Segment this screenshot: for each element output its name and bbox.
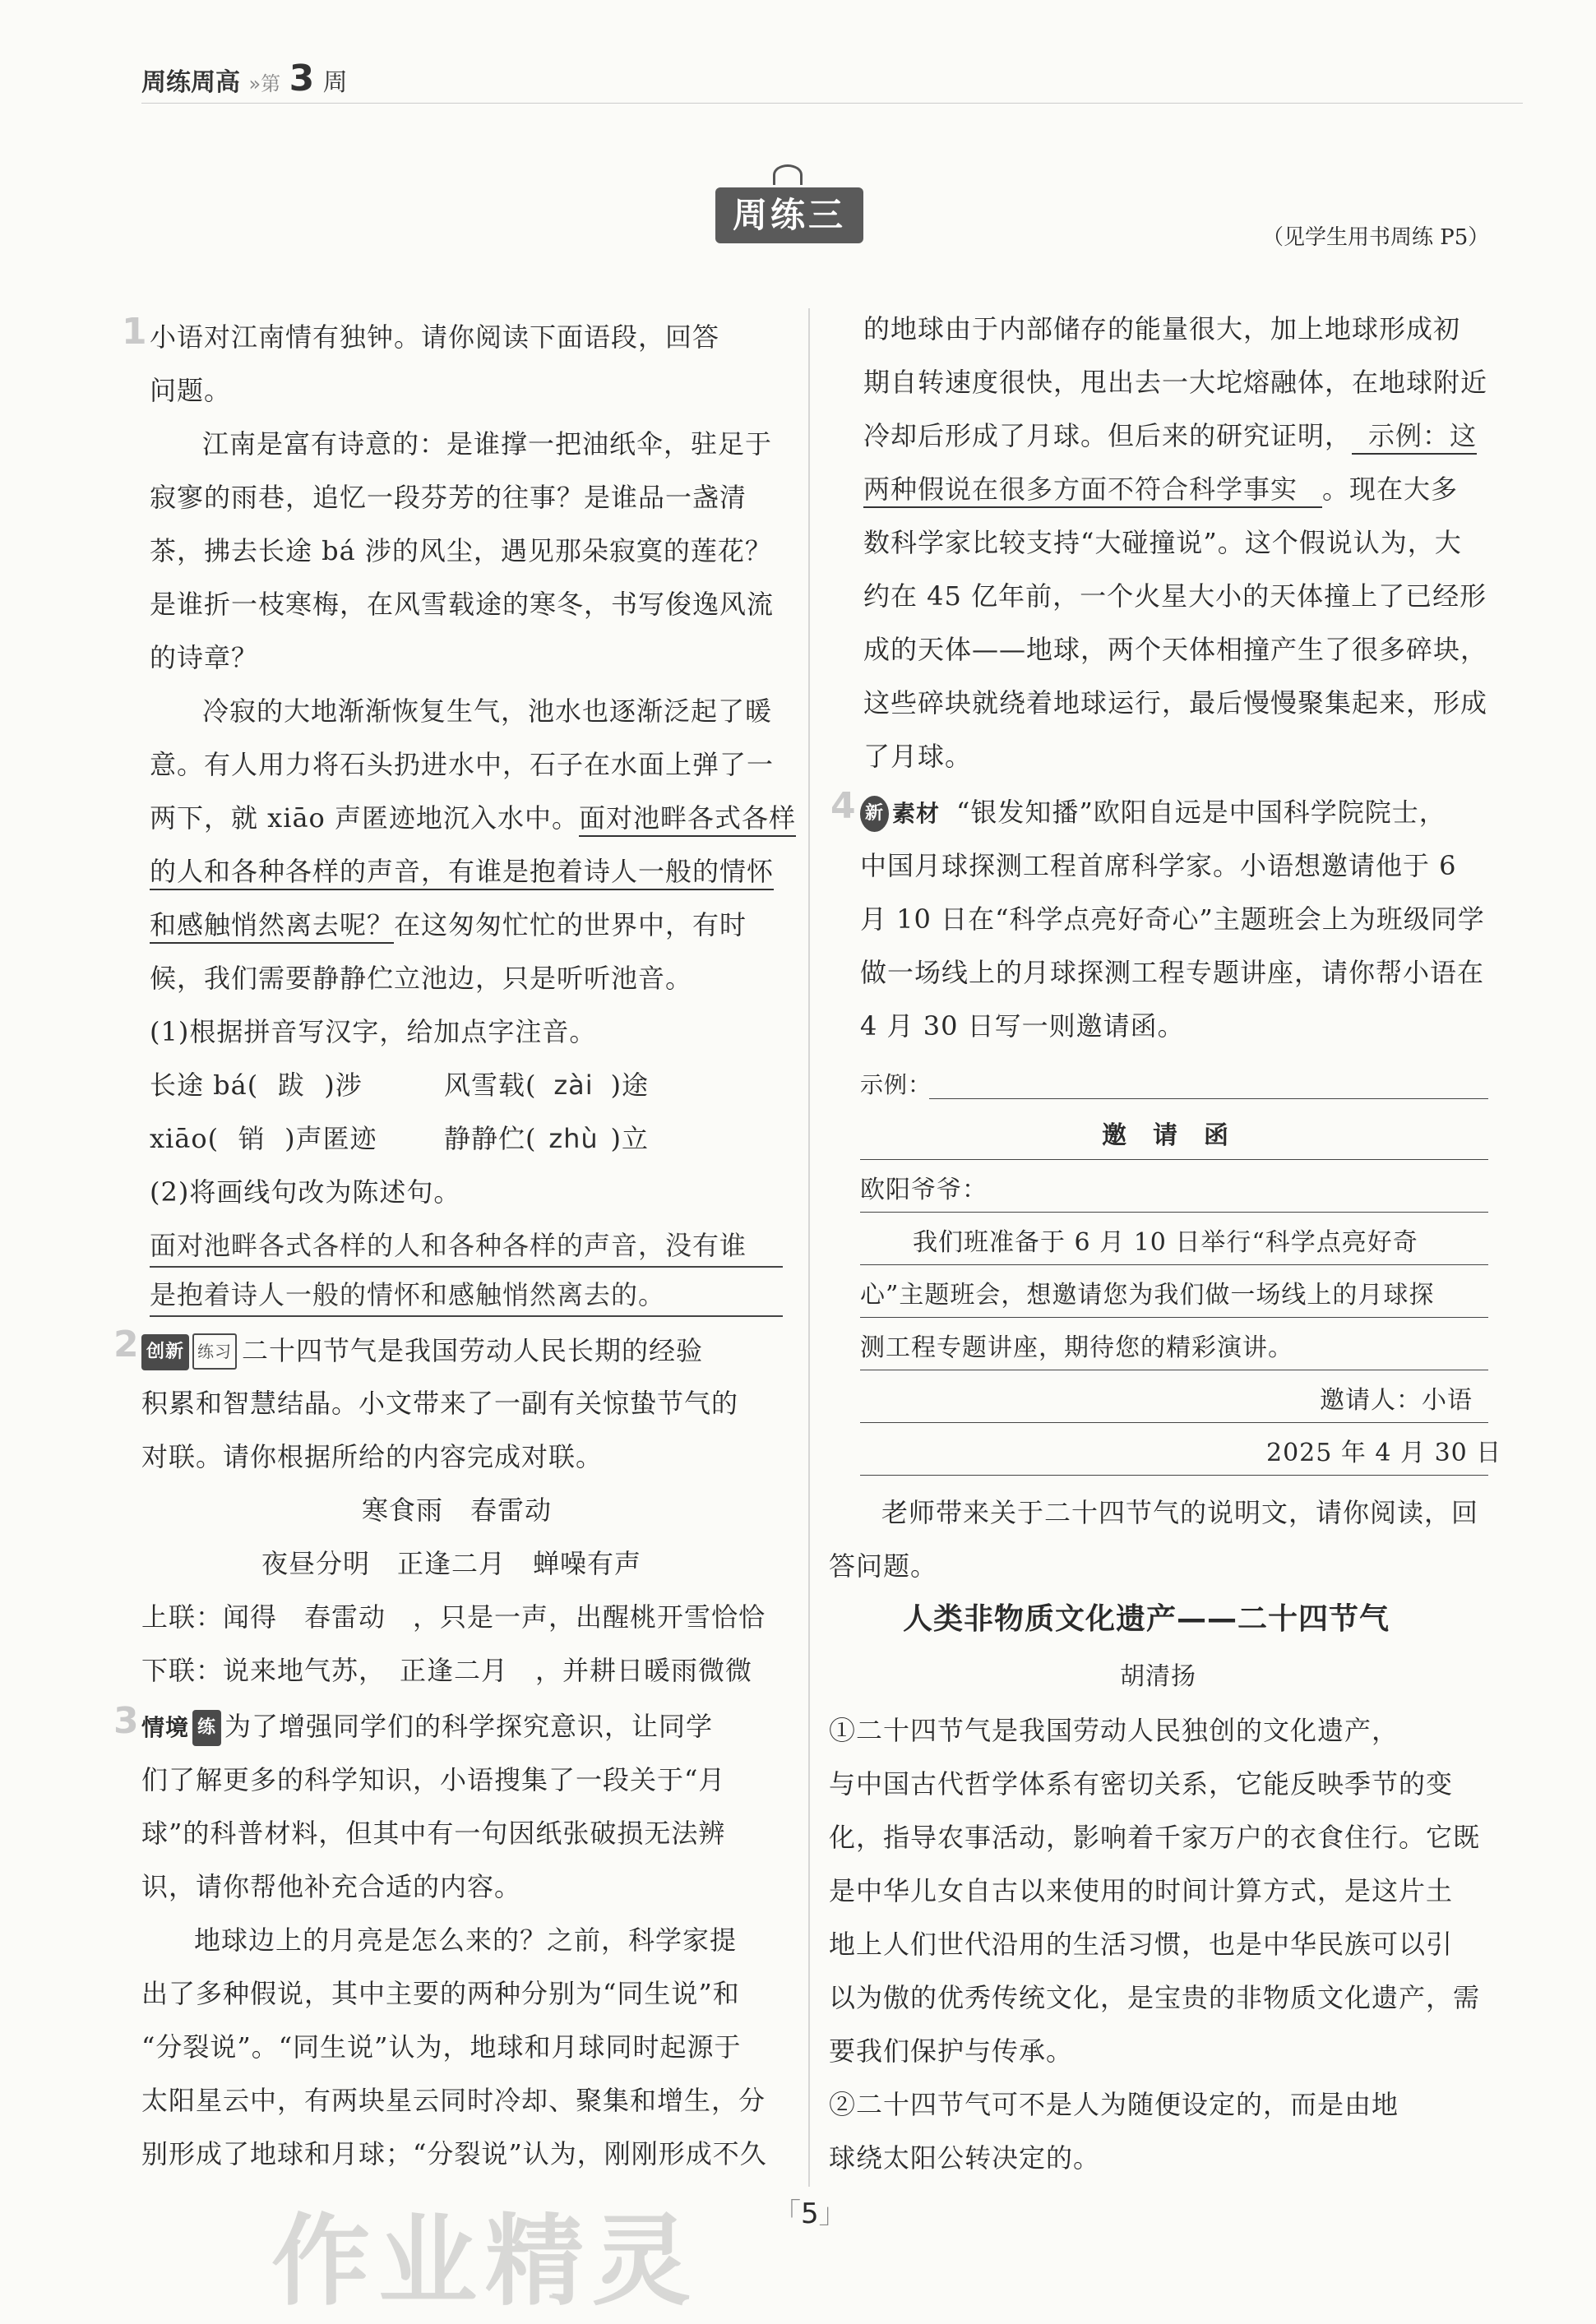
q3-passage-r3: 冷却后形成了月球。但后来的研究证明， 示例：这 bbox=[863, 419, 1477, 452]
q1-answer-xiao: xiāo( 销 )声匿迹 bbox=[150, 1123, 377, 1154]
banner-reference: （见学生用书周练 P5） bbox=[1262, 225, 1490, 250]
question-number-4: 4 bbox=[830, 785, 856, 827]
letter-body-1: 我们班准备于 6 月 10 日举行“科学点亮好奇 bbox=[913, 1228, 1418, 1257]
article-p1-6: 以为傲的优秀传统文化，是宝贵的非物质文化遗产，需 bbox=[829, 1982, 1481, 2013]
practice-tag: 练 bbox=[192, 1710, 221, 1746]
writing-line bbox=[860, 1475, 1488, 1476]
article-p1-1: ①二十四节气是我国劳动人民独创的文化遗产， bbox=[829, 1715, 1399, 1746]
question-number-2: 2 bbox=[113, 1324, 139, 1365]
article-p1-3: 化，指导农事活动，影响着千家万户的衣食住行。它既 bbox=[829, 1822, 1481, 1853]
running-header bbox=[141, 58, 348, 99]
q2-upper-couplet: 上联：闻得 春雷动 ，只是一声，出醒桃开雪恰恰 bbox=[141, 1601, 766, 1633]
letter-body-3: 测工程专题讲座，期待您的精彩演讲。 bbox=[860, 1333, 1293, 1362]
bracket-right: 」 bbox=[818, 2197, 847, 2230]
q1-underlined-10: 和感触悄然离去呢？ bbox=[150, 909, 394, 944]
q1-prompt-1: 小语对江南情有独钟。请你阅读下面语段，回答 bbox=[150, 321, 720, 353]
week-unit: 周 bbox=[322, 68, 348, 97]
question-number-3: 3 bbox=[113, 1700, 139, 1742]
letter-greeting: 欧阳爷爷： bbox=[860, 1176, 988, 1204]
q1-passage-7: 意。有人用力将石头扔进水中，石子在水面上弹了一 bbox=[150, 749, 775, 780]
article-p2-2: 球绕太阳公转决定的。 bbox=[829, 2142, 1101, 2174]
article-title: 人类非物质文化遗产——二十四节气 bbox=[903, 1602, 1390, 1636]
scenario-tag: 情境 bbox=[141, 1714, 190, 1741]
q1-passage-8 bbox=[150, 802, 796, 834]
new-material-tag: 新 bbox=[860, 796, 889, 832]
article-p1-4: 是中华儿女自古以来使用的时间计算方式，是这片土 bbox=[829, 1875, 1454, 1906]
reading-intro-2: 答问题。 bbox=[829, 1550, 938, 1582]
q3-prompt-2: 们了解更多的科学知识，小语搜集了一段关于“月 bbox=[141, 1764, 726, 1795]
material-label: 素材 bbox=[892, 800, 941, 827]
answer-ba: 跋 bbox=[277, 1070, 305, 1101]
q3-passage-r2: 期自转速度很快，甩出去一大坨熔融体，在地球附近 bbox=[863, 367, 1488, 398]
q4-example-label: 示例： bbox=[860, 1071, 932, 1098]
writing-line bbox=[860, 1212, 1488, 1213]
header-rule bbox=[141, 103, 1523, 104]
q4-prompt-2: 中国月球探测工程首席科学家。小语想邀请他于 6 bbox=[860, 850, 1457, 881]
q4-prompt-5: 4 月 30 日写一则邀请函。 bbox=[860, 1010, 1185, 1042]
q1-solution-2: 是抱着诗人一般的情怀和感触悄然离去的。 bbox=[150, 1279, 666, 1310]
q4-prompt-4: 做一场线上的月球探测工程专题讲座，请你帮小语在 bbox=[860, 957, 1485, 988]
q1-answer-zai: 风雪载( zài )途 bbox=[444, 1070, 649, 1101]
q3-passage-1: 地球边上的月亮是怎么来的？之前，科学家提 bbox=[194, 1924, 738, 1956]
q3-passage-r5: 数科学家比较支持“大碰撞说”。这个假说认为，大 bbox=[863, 527, 1462, 558]
q3-passage-r4: 两种假说在很多方面不符合科学事实 。现在大多 bbox=[863, 473, 1458, 506]
reading-intro-1: 老师带来关于二十四节气的说明文，请你阅读，回 bbox=[881, 1497, 1479, 1528]
answer-xiao: 销 bbox=[238, 1123, 266, 1154]
letter-signature: 邀请人：小语 bbox=[1320, 1386, 1473, 1415]
q1-answer-zhu: 静静伫( zhù )立 bbox=[444, 1123, 649, 1154]
answer-zai: zài bbox=[553, 1070, 594, 1101]
q2-options-1: 寒食雨 春雷动 bbox=[362, 1495, 553, 1526]
q1-passage-8a: 两下，就 xiāo 声匿迹地沉入水中。 bbox=[150, 802, 579, 834]
q2-options-2: 夜昼分明 正逢二月 蝉噪有声 bbox=[261, 1548, 642, 1579]
article-author: 胡清扬 bbox=[1120, 1662, 1196, 1691]
q3-prompt-4: 识，请你帮他补充合适的内容。 bbox=[141, 1871, 522, 1902]
q1-passage-10b: 在这匆匆忙忙的世界中，有时 bbox=[394, 909, 747, 940]
innovation-tag: 创新 bbox=[141, 1334, 189, 1370]
q1-underlined-9: 的人和各种各样的声音，有谁是抱着诗人一般的情怀 bbox=[150, 856, 774, 890]
q3-prompt-3: 球”的科普材料，但其中有一句因纸张破损无法辨 bbox=[141, 1818, 726, 1849]
column-divider bbox=[808, 308, 810, 2187]
letter-title: 邀 请 函 bbox=[1102, 1121, 1229, 1150]
section-banner: 周练三 bbox=[715, 187, 863, 243]
q1-passage-11: 候，我们需要静静伫立池边，只是听听池音。 bbox=[150, 963, 693, 994]
article-p1-5: 地上人们世代沿用的生活习惯，也是中华民族可以引 bbox=[829, 1929, 1454, 1960]
q3-prompt-1: 情境 练 为了增强同学们的科学探究意识，让同学 bbox=[141, 1710, 713, 1746]
q1-passage-10 bbox=[150, 908, 747, 941]
q2-lower-couplet: 下联：说来地气苏， 正逢二月 ，并耕日暖雨微微 bbox=[141, 1655, 753, 1686]
page-number bbox=[773, 2191, 847, 2231]
q2-prompt-3: 对联。请你根据所给的内容完成对联。 bbox=[141, 1441, 604, 1472]
series-sep: »第 bbox=[248, 72, 281, 95]
letter-date: 2025 年 4 月 30 日 bbox=[1266, 1439, 1502, 1467]
series-name: 周练周高 bbox=[141, 68, 240, 97]
article-p1-2: 与中国古代哲学体系有密切关系，它能反映季节的变 bbox=[829, 1768, 1454, 1800]
writing-line bbox=[860, 1317, 1488, 1318]
answer-line bbox=[150, 1315, 783, 1317]
answer-zhu: zhù bbox=[548, 1123, 599, 1154]
q4-prompt-1: 新 素材 “银发知播”欧阳自远是中国科学院院士， bbox=[860, 796, 1446, 832]
article-p2-1: ②二十四节气可不是人为随便设定的，而是由地 bbox=[829, 2089, 1399, 2120]
q1-passage-5: 的诗章？ bbox=[150, 642, 259, 673]
q3-passage-r8: 这些碎块就绕着地球运行，最后慢慢聚集起来，形成 bbox=[863, 687, 1488, 718]
q1-passage-1: 江南是富有诗意的：是谁撑一把油纸伞，驻足于 bbox=[202, 428, 773, 460]
q3-passage-5: 别形成了地球和月球；“分裂说”认为，刚刚形成不久 bbox=[141, 2138, 767, 2169]
question-number-1: 1 bbox=[122, 311, 147, 353]
practice-tag: 练习 bbox=[192, 1333, 237, 1370]
week-number: 3 bbox=[289, 58, 315, 99]
q3-passage-r9: 了月球。 bbox=[863, 741, 973, 772]
writing-line bbox=[860, 1159, 1488, 1160]
q4-prompt-3: 月 10 日在“科学点亮好奇心”主题班会上为班级同学 bbox=[860, 903, 1485, 935]
q3-passage-4: 太阳星云中，有两块星云同时冷却、聚集和增生，分 bbox=[141, 2085, 766, 2116]
q1-answer-ba: 长途 bá( 跋 )涉 bbox=[150, 1070, 363, 1101]
q3-answer-part1: 示例：这 bbox=[1352, 420, 1477, 455]
writing-line bbox=[860, 1264, 1488, 1265]
q3-passage-r1: 的地球由于内部储存的能量很大，加上地球形成初 bbox=[863, 313, 1461, 344]
watermark: 作业精灵 bbox=[271, 2205, 699, 2319]
q1-underlined-8: 面对池畔各式各样 bbox=[579, 802, 796, 837]
writing-line bbox=[860, 1422, 1488, 1423]
letter-body-2: 心”主题班会，想邀请您为我们做一场线上的月球探 bbox=[860, 1281, 1435, 1310]
article-p1-7: 要我们保护与传承。 bbox=[829, 2035, 1074, 2067]
q1-passage-3: 茶，拂去长途 bá 涉的风尘，遇见那朵寂寞的莲花？ bbox=[150, 535, 772, 566]
q1-subq-2: (2)将画线句改为陈述句。 bbox=[150, 1176, 461, 1208]
q1-passage-9 bbox=[150, 855, 774, 888]
q3-passage-3: “分裂说”。“同生说”认为，地球和月球同时起源于 bbox=[141, 2031, 742, 2063]
q2-prompt-2: 积累和智慧结晶。小文带来了一副有关惊蛰节气的 bbox=[141, 1388, 739, 1419]
q1-passage-4: 是谁折一枝寒梅，在风雪载途的寒冬，书写俊逸风流 bbox=[150, 589, 775, 620]
bracket-left: 「 bbox=[773, 2197, 801, 2230]
q1-passage-6: 冷寂的大地渐渐恢复生气，池水也逐渐泛起了暖 bbox=[202, 695, 773, 727]
answer-line bbox=[150, 1266, 783, 1268]
q1-passage-2: 寂寥的雨巷，追忆一段芬芳的往事？是谁品一盏清 bbox=[150, 482, 747, 513]
q3-passage-r7: 成的天体——地球，两个天体相撞产生了很多碎块， bbox=[863, 634, 1488, 665]
q3-passage-r6: 约在 45 亿年前，一个火星大小的天体撞上了已经形 bbox=[863, 580, 1487, 612]
q1-subq-1: (1)根据拼音写汉字，给加点字注音。 bbox=[150, 1016, 597, 1047]
ribbon-icon bbox=[773, 164, 803, 185]
q3-passage-2: 出了多种假说，其中主要的两种分别为“同生说”和 bbox=[141, 1978, 740, 2009]
q1-prompt-2: 问题。 bbox=[150, 375, 232, 406]
q3-answer-part2: 两种假说在很多方面不符合科学事实 bbox=[863, 474, 1322, 508]
q1-solution-1: 面对池畔各式各样的人和各种各样的声音，没有谁 bbox=[150, 1230, 747, 1261]
writing-line bbox=[929, 1098, 1488, 1099]
q2-prompt-1: 创新 练习 二十四节气是我国劳动人民长期的经验 bbox=[141, 1333, 703, 1370]
page-number-value: 5 bbox=[801, 2197, 819, 2230]
